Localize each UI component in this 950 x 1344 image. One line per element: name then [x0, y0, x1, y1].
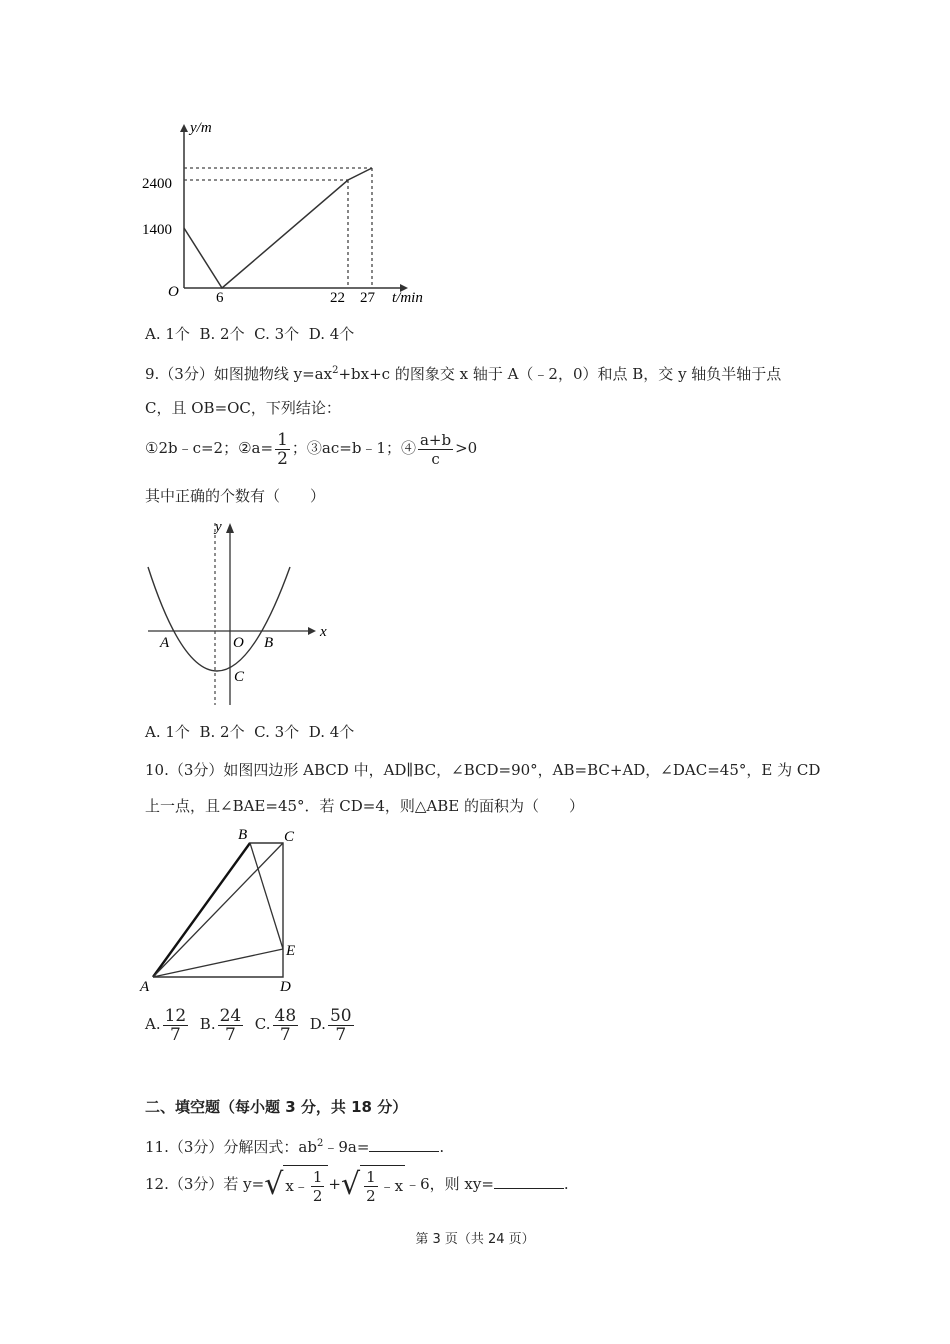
q9-choice-c: C. 3个: [254, 723, 300, 741]
q12-root-2: $\frac{1}{2}$ ﹣x: [360, 1165, 405, 1206]
point-b-label: B: [264, 635, 274, 651]
q8-choice-d: D. 4个: [308, 325, 355, 343]
q9-choice-a: A. 1个: [145, 723, 190, 741]
q9-question: 其中正确的个数有（ ）: [145, 487, 326, 505]
quadrilateral-figure: [138, 825, 318, 997]
section-title: 二、填空题（每小题 3 分，共 18 分）: [145, 1098, 408, 1116]
y-tick-1400: 1400: [142, 222, 172, 238]
q12: 12.（3分）若 y=√ x﹣ $\frac{1}{2}$ +√ $\frac{1}{2}$ ﹣x ﹣6，则 xy= .: [145, 1164, 569, 1206]
q12-answer-blank[interactable]: [494, 1174, 564, 1189]
y-axis-label: y/m: [190, 120, 212, 136]
point-c-label: C: [234, 669, 245, 685]
point-d-label: D: [280, 979, 291, 995]
q11-answer-blank[interactable]: [369, 1137, 439, 1152]
page-footer: 第 3 页（共 24 页）: [415, 1232, 535, 1247]
x-tick-6: 6: [216, 290, 224, 306]
parabola-graph: [140, 515, 340, 710]
q9-fraction-ab-c: $\frac{a+b}{c}$: [419, 430, 452, 468]
origin-label: O: [168, 284, 179, 300]
q10-stem-line2: 上一点，且∠BAE=45°．若 CD=4，则△ABE 的面积为（ ）: [145, 797, 585, 815]
q9-fraction-half: $\frac{1}{2}$: [277, 429, 288, 469]
q9-conclusions: ①2b﹣c=2；②a= $\frac{1}{2}$ ；③ac=b﹣1；④ $\frac{a+b}{c}$ >0: [145, 429, 478, 469]
q9-choice-d: D. 4个: [308, 723, 355, 741]
q10-choice-a: A. $\frac{12}{7}$: [145, 1005, 187, 1045]
axis-y-label: y: [215, 519, 222, 535]
x-tick-27: 27: [360, 290, 375, 306]
axis-x-label: x: [320, 624, 327, 640]
q12-root-1: x﹣ $\frac{1}{2}$: [283, 1165, 328, 1206]
graph-line: [184, 168, 372, 288]
q8-choice-c: C. 3个: [254, 325, 300, 343]
q10-choice-d: D. $\frac{50}{7}$: [309, 1005, 352, 1045]
point-a-label: A: [140, 979, 150, 995]
q10-choice-c: C. $\frac{48}{7}$: [254, 1005, 297, 1045]
q8-choice-b: B. 2个: [199, 325, 245, 343]
q11: 11.（3分）分解因式：$ab^2﹣9a=$ .: [145, 1138, 445, 1156]
y-tick-2400: 2400: [142, 176, 172, 192]
q9-choice-b: B. 2个: [199, 723, 245, 741]
x-axis-label: t/min: [392, 290, 423, 306]
parabola-curve: [148, 567, 290, 671]
q9-choices: [145, 722, 354, 742]
point-b-label: B: [238, 827, 248, 843]
q9-stem-line1: 9.（3分）如图抛物线 $y=ax^2+bx+c$ 的图象交 x 轴于 A（﹣2，0）和点 B，交 y 轴负半轴于点: [145, 365, 782, 383]
point-o-label: O: [233, 635, 244, 651]
q8-choice-a: A. 1个: [145, 325, 190, 343]
q8-choices: [145, 324, 354, 344]
x-tick-22: 22: [330, 290, 345, 306]
q9-stem-line2: C，且 OB=OC，下列结论：: [145, 399, 341, 417]
q10-choices: [145, 1003, 356, 1045]
point-c-label: C: [284, 829, 295, 845]
q10-stem-line1: 10.（3分）如图四边形 ABCD 中，AD∥BC，∠BCD=90°，AB=BC+AD，∠DAC=45°，E 为 CD: [145, 761, 821, 779]
distance-time-graph: [142, 118, 440, 308]
q10-choice-b: B. $\frac{24}{7}$: [199, 1005, 242, 1045]
point-a-label: A: [160, 635, 170, 651]
point-e-label: E: [286, 943, 296, 959]
